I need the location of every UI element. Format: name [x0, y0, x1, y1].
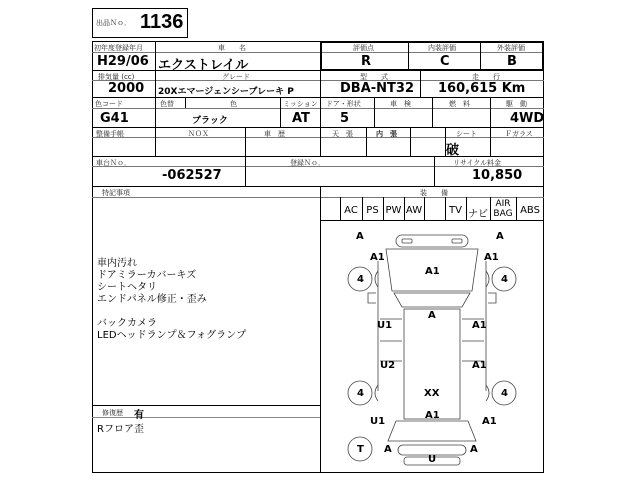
interior-value: C	[440, 54, 450, 69]
remark-line: ドアミラーカバーキズ	[97, 270, 197, 281]
equip-aw: AW	[405, 205, 423, 216]
equipment-label: 装 備	[420, 189, 448, 197]
color-value: ブラック	[192, 116, 228, 126]
maintenance-label: 整備手帳	[96, 130, 124, 138]
equip-tv: TV	[449, 205, 462, 216]
color-label: 色	[230, 100, 237, 108]
mark-quarter-left: U1	[370, 416, 386, 427]
drive-label: 駆 動	[506, 100, 527, 108]
mileage-value: 160,615 Km	[438, 81, 526, 96]
lot-number: 1136	[140, 11, 184, 33]
remark-line: バックカメラ	[97, 318, 157, 329]
sunroof-label: 天 張	[332, 130, 353, 138]
mark-tire-rl: 4	[357, 388, 364, 399]
mark-door-fl: U1	[377, 320, 393, 331]
nox-label: ＮＯＸ	[188, 130, 209, 138]
mark-tire-rr: 4	[501, 388, 508, 399]
equip-ps: PS	[366, 205, 379, 216]
capacity-label: 車 検	[390, 100, 411, 108]
mark-tire-spare: T	[357, 444, 364, 455]
displacement-value: 2000	[108, 81, 145, 96]
mark-door-rr: A1	[472, 360, 487, 371]
recycle-value: 10,850	[472, 168, 523, 183]
seat-mark-label: 内 張	[376, 130, 397, 138]
mark-door-fr: A1	[472, 320, 487, 331]
remark-line: シートヘタリ	[97, 282, 157, 293]
mark-quarter-right: A1	[482, 416, 497, 427]
mark-trunk: A1	[425, 410, 440, 421]
model-label: 型 式	[360, 73, 388, 81]
repair-value: 有	[134, 410, 144, 421]
lot-number-label: 出品Ｎｏ．	[96, 19, 131, 27]
grade-value: 20Xエマージェンシーブレーキ P	[158, 87, 294, 97]
score-value: R	[361, 54, 372, 69]
color-change-label: 色替	[160, 100, 174, 108]
remark-line: エンドパネル修正・歪み	[97, 294, 207, 305]
color-code-value: G41	[100, 111, 129, 126]
mark-fender-left: A1	[370, 252, 385, 263]
glass-label: Ｆガラス	[505, 130, 533, 138]
equip-pw: PW	[385, 205, 402, 216]
reg-label: 登録Ｎｏ．	[290, 159, 325, 167]
mileage-label: 走 行	[472, 73, 500, 81]
history-label: 車 歴	[264, 130, 285, 138]
mark-rear-center: A	[470, 444, 478, 455]
fuel-label: 燃 料	[449, 100, 470, 108]
equip-navi: ナビ	[468, 209, 488, 220]
exterior-label: 外装評価	[497, 44, 525, 52]
exterior-value: B	[507, 54, 517, 69]
remarks-label: 特記事項	[102, 189, 130, 197]
car-name-label: 車 名	[218, 44, 246, 52]
equip-abs: ABS	[520, 205, 540, 216]
doors-value: 5	[340, 111, 350, 126]
remarks-list	[97, 258, 246, 342]
remark-line: LEDヘッドランプ＆フォグランプ	[97, 330, 247, 341]
doors-label: ドア・形状	[326, 100, 361, 108]
mark-tire-fr: 4	[501, 274, 508, 285]
mark-roof: A	[428, 310, 436, 321]
chassis-value: -062527	[162, 168, 222, 183]
mark-door-rl: U2	[380, 360, 396, 371]
grade-label: グレード	[222, 73, 250, 81]
score-label: 評価点	[353, 44, 374, 52]
seat-value: 破	[446, 143, 460, 158]
color-code-label: 色コード	[95, 100, 123, 108]
seat-label: シート	[456, 130, 477, 138]
model-value: DBA-NT32	[340, 81, 414, 96]
car-name-value: エクストレイル	[158, 58, 249, 73]
transmission-label: ミッション	[283, 100, 318, 108]
mark-hood: A1	[425, 266, 440, 277]
chassis-label: 車台Ｎｏ．	[96, 159, 131, 167]
car-diagram	[320, 221, 544, 473]
repair-label: 修復歴	[102, 409, 123, 417]
mark-rear-bottom: U	[428, 454, 437, 465]
recycle-label: リサイクル料金	[453, 159, 502, 167]
remark-line: 車内汚れ	[97, 258, 137, 269]
mark-tire-fl: 4	[357, 274, 364, 285]
interior-label: 内装評価	[428, 44, 456, 52]
displacement-label: 排気量 (cc)	[98, 73, 135, 81]
mark-rear-left: A	[384, 444, 392, 455]
mark-cabin: XX	[424, 388, 440, 399]
mark-fender-right: A1	[484, 252, 499, 263]
equip-ac: AC	[344, 205, 358, 216]
first-reg-value: H29/06	[97, 54, 149, 69]
transmission-value: AT	[292, 111, 310, 126]
mark-front-right: A	[496, 231, 504, 242]
mark-front-left: A	[356, 231, 364, 242]
drive-value: 4WD	[510, 111, 545, 126]
first-reg-label: 初年度登録年月	[94, 44, 143, 52]
remark-line	[97, 306, 246, 318]
repair-note: Rフロア歪	[97, 424, 144, 435]
equip-airbag: AIR BAG	[493, 199, 513, 219]
